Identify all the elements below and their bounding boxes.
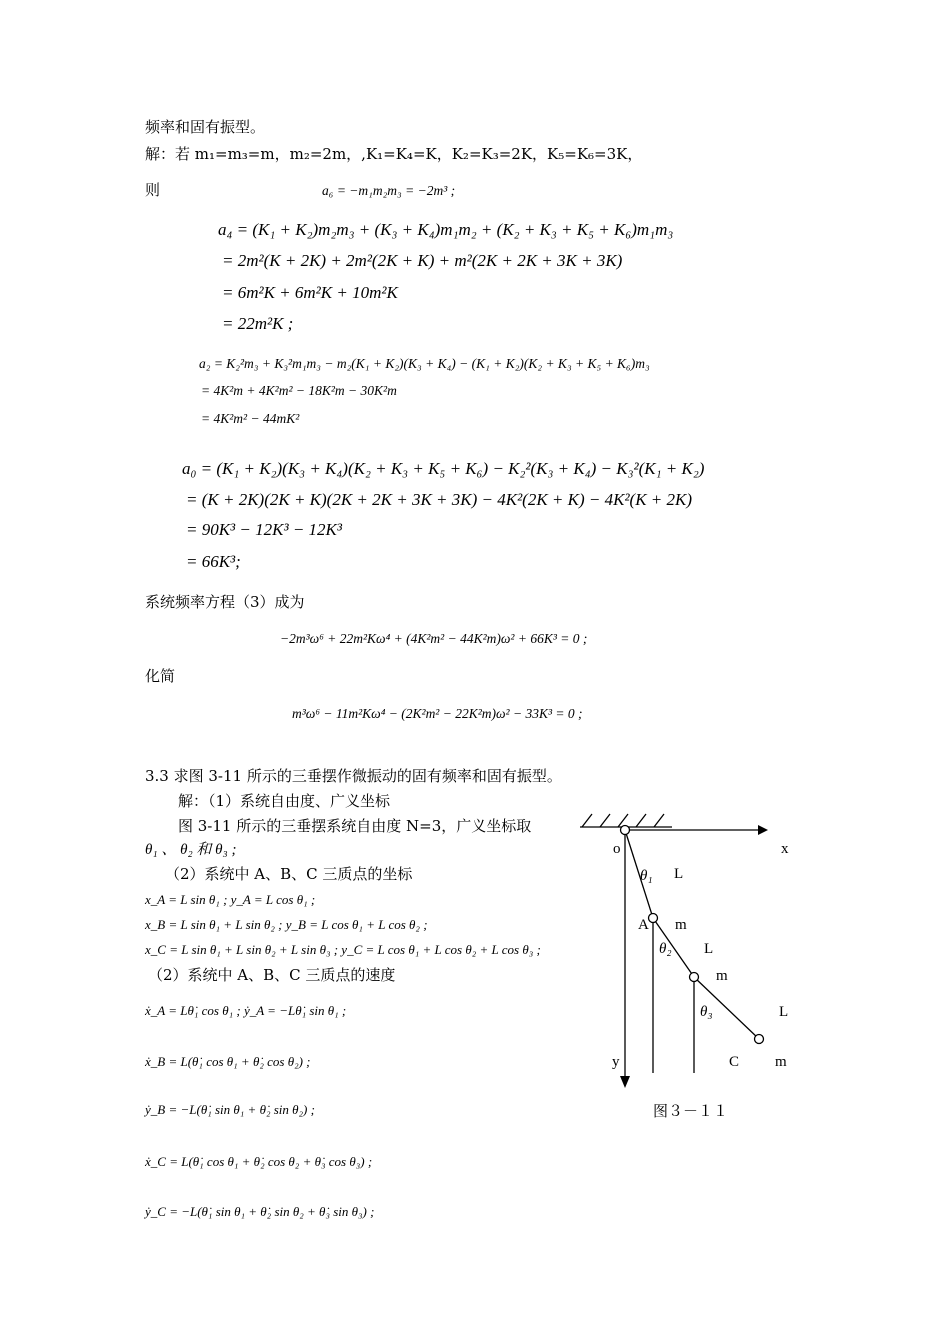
pos-line-2: x_B = L sin θ₁ + L sin θ₂ ; y_B = L cos θ₁ + L cos θ₂ ; — [145, 917, 428, 932]
vel-line-1: ẋ_A = Lθ̇₁ cos θ₁ ; ẏ_A = −Lθ̇₁ sin θ₁ ; — [145, 1003, 347, 1018]
a0-line-1: a₀ = (K₁ + K₂)(K₃ + K₄)(K₂ + K₃ + K₅ + K₆) − K₂²(K₃ + K₄) − K₃²(K₁ + K₂) — [182, 459, 705, 478]
dof-text: 图 3-11 所示的三垂摆系统自由度 N=3，广义坐标取 — [178, 817, 532, 835]
label-theta3: θ₃ — [700, 1004, 713, 1020]
vel-line-3: ẏ_B = −L(θ̇₁ sin θ₁ + θ̇₂ sin θ₂) ; — [145, 1102, 315, 1117]
vel-line-4: ẋ_C = L(θ̇₁ cos θ₁ + θ̇₂ cos θ₂ + θ̇₃ cos θ₃) ; — [145, 1154, 373, 1169]
label-y: y — [612, 1054, 620, 1070]
step3-text: （2）系统中 A、B、C 三质点的速度 — [148, 966, 396, 984]
step2-text: （2）系统中 A、B、C 三质点的坐标 — [165, 865, 413, 883]
label-A: A — [638, 917, 649, 933]
given-conditions: 解：若 m₁=m₃=m，m₂=2m，,K₁=K₄=K，K₂=K₃=2K，K₅=K₆=3K， — [145, 145, 643, 163]
mass-A — [649, 914, 658, 923]
label-C: C — [729, 1054, 740, 1070]
then-label: 则 — [145, 181, 161, 199]
step1-text: 解：（1）系统自由度、广义坐标 — [178, 792, 391, 810]
y-arrow — [620, 1076, 630, 1088]
hatch-mark — [618, 814, 628, 827]
label-m1: m — [675, 917, 687, 933]
label-x: x — [781, 841, 789, 857]
label-m2: m — [716, 968, 728, 984]
hatch-mark — [600, 814, 610, 827]
a4-line-2: = 2m²(K + 2K) + 2m²(2K + K) + m²(2K + 2K + 3K + 3K) — [222, 251, 623, 270]
a4-line-3: = 6m²K + 6m²K + 10m²K — [222, 283, 398, 302]
hatch-mark — [636, 814, 646, 827]
hatch-mark — [654, 814, 664, 827]
freq-equation: −2m³ω⁶ + 22m²Kω⁴ + (4K²m² − 44K²m)ω² + 66K³ = 0 ; — [280, 631, 588, 646]
label-m3: m — [775, 1054, 787, 1070]
a2-line-2: = 4K²m + 4K²m² − 18K²m − 30K²m — [201, 383, 397, 398]
pos-line-3: x_C = L sin θ₁ + L sin θ₂ + L sin θ₃ ; y_C = L cos θ₁ + L cos θ₂ + L cos θ₃ ; — [145, 942, 541, 957]
x-arrow — [758, 825, 768, 835]
vel-line-5: ẏ_C = −L(θ̇₁ sin θ₁ + θ̇₂ sin θ₂ + θ̇₃ sin θ₃) ; — [145, 1204, 375, 1219]
a4-line-1: a₄ = (K₁ + K₂)m₂m₃ + (K₃ + K₄)m₁m₂ + (K₂ + K₃ + K₅ + K₆)m₁m₃ — [218, 220, 674, 239]
label-theta1: θ₁ — [640, 868, 653, 884]
a4-line-4: = 22m²K ; — [222, 314, 294, 333]
vel-line-2: ẋ_B = L(θ̇₁ cos θ₁ + θ̇₂ cos θ₂) ; — [145, 1054, 311, 1069]
a0-line-4: = 66K³; — [186, 552, 241, 571]
a0-line-2: = (K + 2K)(2K + K)(2K + 2K + 3K + 3K) − 4K²(2K + K) − 4K²(K + 2K) — [186, 490, 693, 509]
label-theta2: θ₂ — [659, 941, 672, 957]
intro-heading: 频率和固有振型。 — [145, 118, 266, 136]
freq-label: 系统频率方程（3）成为 — [145, 593, 305, 611]
section-title: 3.3 求图 3-11 所示的三垂摆作微振动的固有频率和固有振型。 — [145, 767, 562, 785]
pivot-o — [621, 826, 630, 835]
a2-line-1: a₂ = K₂²m₃ + K₃²m₁m₃ − m₂(K₁ + K₂)(K₃ + K₄) − (K₁ + K₂)(K₂ + K₃ + K₅ + K₆)m₃ — [199, 356, 650, 371]
a2-line-3: = 4K²m² − 44mK² — [201, 411, 300, 426]
a6-equation: a₆ = −m₁m₂m₃ = −2m³ ; — [322, 183, 456, 198]
label-L1: L — [674, 866, 684, 882]
pos-line-1: x_A = L sin θ₁ ; y_A = L cos θ₁ ; — [145, 892, 316, 907]
coords-text: θ₁ 、 θ₂ 和 θ₃ ; — [145, 842, 237, 858]
mass-B — [690, 973, 699, 982]
figure-caption: 图３－１１ — [653, 1104, 729, 1120]
simplified-equation: m³ω⁶ − 11m²Kω⁴ − (2K²m² − 22K²m)ω² − 33K³ = 0 ; — [292, 706, 583, 721]
mass-C — [755, 1035, 764, 1044]
simplify-label: 化简 — [145, 667, 176, 685]
label-L3: L — [779, 1004, 789, 1020]
label-L2: L — [704, 941, 714, 957]
a0-line-3: = 90K³ − 12K³ − 12K³ — [186, 520, 342, 539]
label-o: o — [613, 841, 621, 857]
hatch-mark — [582, 814, 592, 827]
